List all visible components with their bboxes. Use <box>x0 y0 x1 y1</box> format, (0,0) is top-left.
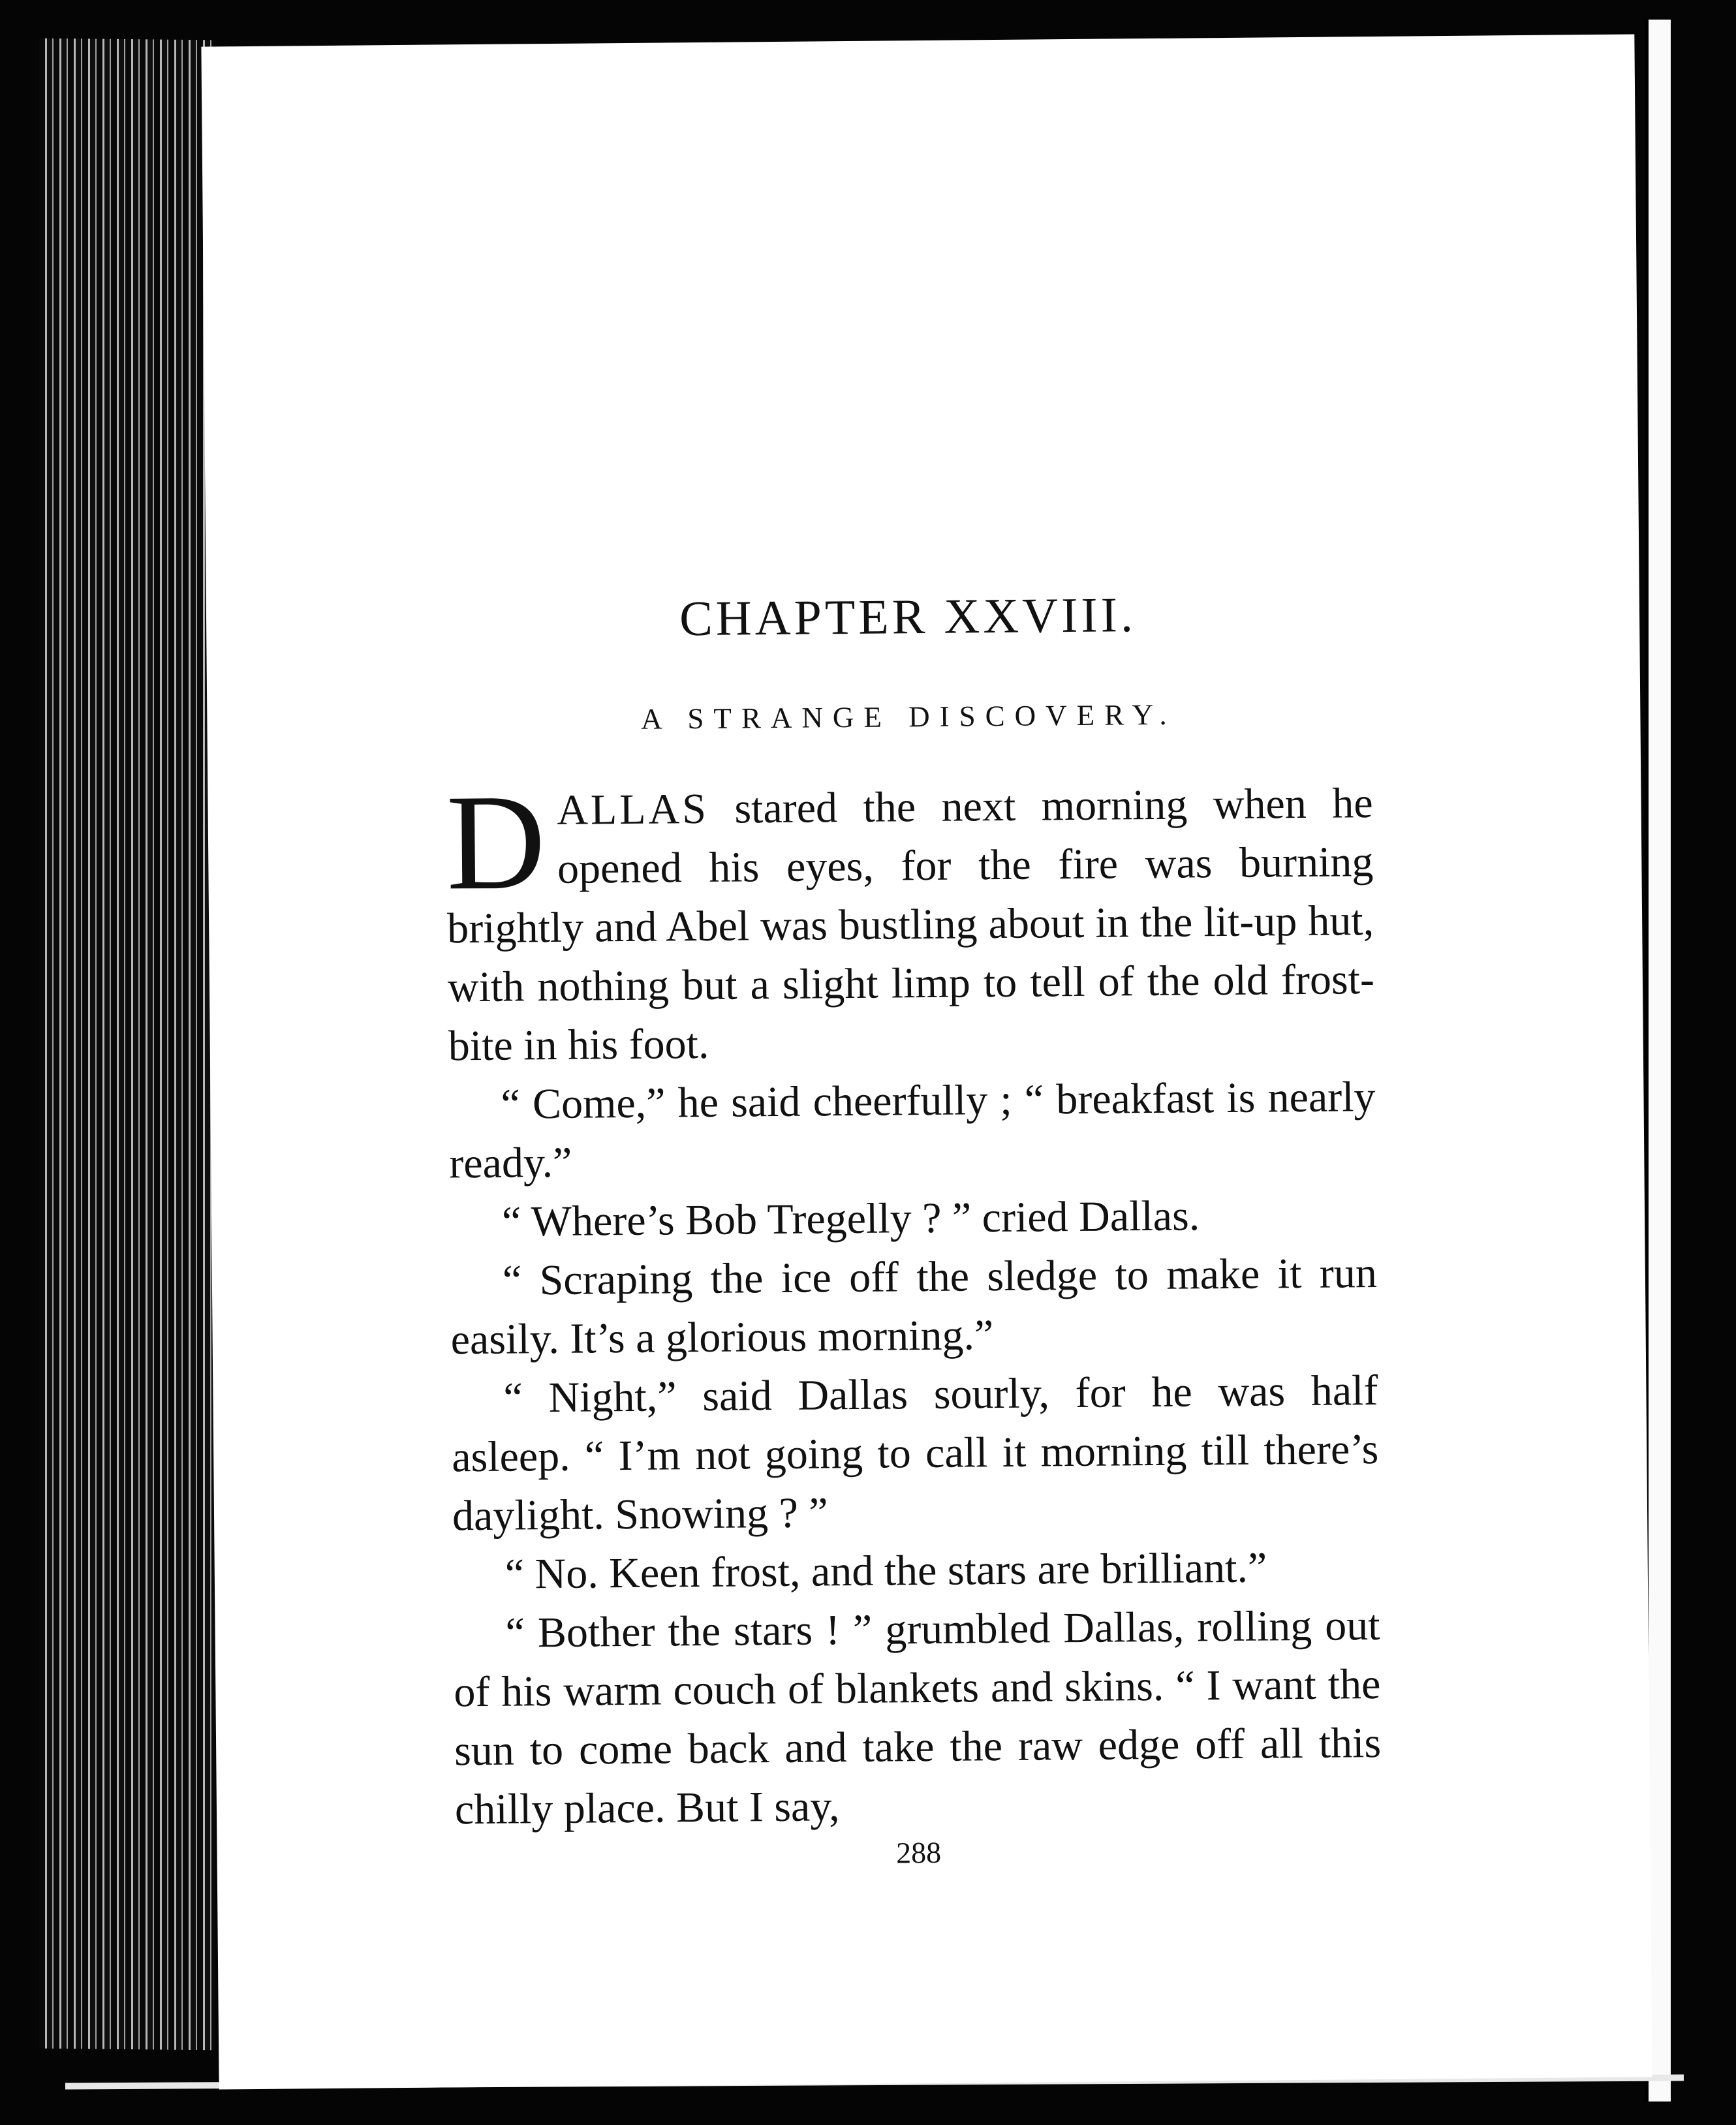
chapter-subtitle: A STRANGE DISCOVERY. <box>640 698 1177 736</box>
chapter-title: CHAPTER XXVIII. <box>679 587 1137 647</box>
chapter-body <box>446 766 1382 1839</box>
page-edges <box>39 39 215 2051</box>
paragraph-5: “ Night,” said Dallas sourly, for he was half asleep. “ I’m not going to call it morning till there’s daylight. Snowing ? ” <box>451 1366 1379 1540</box>
drop-cap: D <box>446 766 546 919</box>
first-word-rest: ALLAS <box>556 784 709 834</box>
paragraph-2: “ Come,” he said cheerfully ; “ breakfast is nearly ready.” <box>449 1073 1376 1188</box>
paragraph-4: “ Scraping the ice off the sledge to make it run easily. It’s a glorious morning.” <box>450 1249 1378 1364</box>
paragraph-7: “ Bother the stars ! ” grumbled Dallas, rolling out of his warm couch of blankets and skins. “ I want the sun to come back and take the raw edge off all this chilly place. But I say, <box>454 1601 1382 1834</box>
book-page <box>201 34 1652 2089</box>
paragraph-3: “ Where’s Bob Tregelly ? ” cried Dallas. <box>501 1192 1200 1246</box>
paragraph-6: “ No. Keen frost, and the stars are brilliant.” <box>504 1543 1267 1598</box>
paragraph-1 <box>446 766 1375 1076</box>
page-number: 288 <box>895 1835 942 1870</box>
paragraph-1-text: stared the next morning when he opened his eyes, for the fire was burning brightly and Abel was bustling about in the lit-up hut, with nothing but a slight limp to tell of the old frost-bite in his foot. <box>446 779 1375 1070</box>
